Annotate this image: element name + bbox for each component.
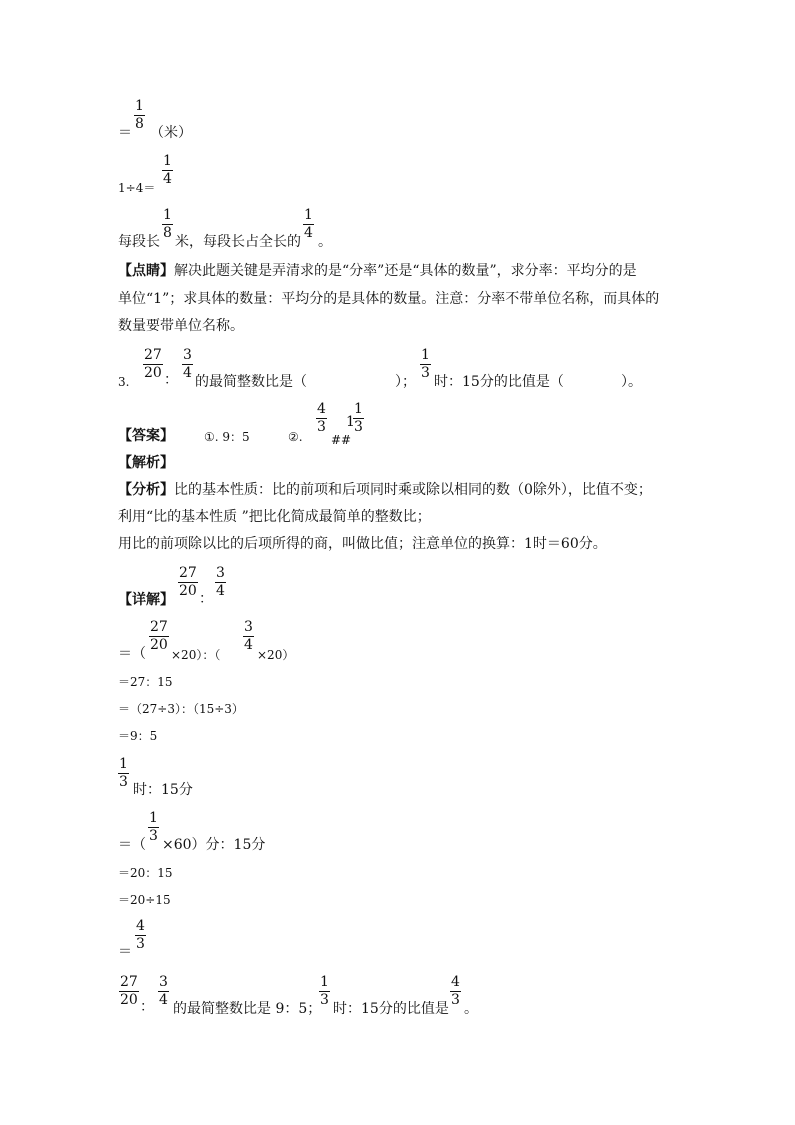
text-line: ＝（27÷3）：（15÷3）	[118, 702, 244, 716]
denominator: 4	[183, 365, 192, 381]
text-line: ＝9：5	[118, 729, 158, 743]
fraction	[182, 347, 193, 382]
denominator: 20	[150, 637, 168, 653]
text-line: 。	[318, 234, 332, 250]
denominator: 4	[159, 992, 168, 1008]
numerator: 1	[320, 974, 329, 990]
denominator: 20	[144, 365, 162, 381]
separator: ##	[331, 433, 352, 447]
fraction	[148, 810, 159, 845]
text-line: ）。	[621, 374, 642, 390]
fraction	[134, 98, 145, 133]
fraction	[158, 974, 169, 1009]
text-line: 的最简整数比是 9：5；	[173, 1001, 322, 1017]
denominator: 4	[244, 637, 253, 653]
numerator: 4	[136, 918, 145, 934]
fraction	[118, 756, 129, 791]
text-line: ：	[164, 372, 178, 388]
fraction	[135, 918, 146, 953]
text-line: 。	[464, 1001, 478, 1017]
text-line: 数量要带单位名称。	[118, 318, 244, 334]
numerator: 1	[119, 756, 128, 772]
text-line: ＝20：15	[118, 866, 173, 880]
fraction	[162, 153, 173, 188]
numerator: 4	[451, 974, 460, 990]
numerator: 3	[244, 619, 253, 635]
text-line: 单位“1”；求具体的数量：平均分的是具体的数量。注意：分率不带单位名称，而具体的	[118, 291, 660, 307]
text-line: （米）	[150, 125, 192, 141]
text-line: ×20）	[257, 648, 295, 662]
denominator: 3	[136, 936, 145, 952]
denominator: 20	[120, 992, 138, 1008]
fraction	[450, 974, 461, 1009]
text-line: ：	[199, 591, 213, 607]
text-line: 1÷4＝	[118, 181, 156, 195]
denominator: 8	[135, 116, 144, 132]
section-label: 【点睛】	[118, 263, 174, 279]
text-line: 时：15分	[133, 782, 193, 798]
denominator: 3	[354, 419, 363, 435]
denominator: 3	[149, 828, 158, 844]
text-line: ：	[140, 999, 154, 1015]
denominator: 3	[317, 419, 326, 435]
fraction	[319, 974, 330, 1009]
text-line: 的最简整数比是（	[195, 374, 307, 390]
numerator: 4	[317, 401, 326, 417]
text-line: 每段长	[118, 234, 160, 250]
numerator: 27	[120, 974, 138, 990]
numerator: 27	[144, 347, 162, 363]
fraction	[303, 207, 314, 242]
numerator: 3	[183, 347, 192, 363]
fraction	[420, 347, 431, 382]
text-line: ×60）分：15分	[162, 837, 266, 853]
numerator: 1	[149, 810, 158, 826]
text-line: 利用“比的基本性质 ”把比化简成最简单的整数比；	[118, 509, 431, 525]
text-line: ＝	[118, 944, 132, 960]
question-number: 3.	[118, 375, 130, 389]
denominator: 3	[451, 992, 460, 1008]
denominator: 3	[119, 774, 128, 790]
text-line: ＝27：15	[118, 675, 173, 689]
denominator: 8	[163, 225, 172, 241]
denominator: 4	[304, 225, 313, 241]
answer-2-label: ②.	[288, 430, 303, 444]
text-line: 解决此题关键是弄清求的是“分率”还是“具体的数量”，求分率：平均分的是	[174, 263, 637, 279]
answer-1: ①. 9：5	[204, 430, 250, 444]
text-line: ＝	[118, 125, 132, 141]
text-line: 用比的前项除以比的后项所得的商，叫做比值；注意单位的换算：1时＝60分。	[118, 536, 607, 552]
text-line: ）；	[395, 374, 416, 390]
text-line: ×20）：（	[171, 648, 221, 662]
numerator: 1	[163, 153, 172, 169]
fraction	[215, 565, 226, 600]
fraction	[143, 347, 163, 382]
numerator: 1	[163, 207, 172, 223]
numerator: 1	[304, 207, 313, 223]
denominator: 4	[216, 583, 225, 599]
text-line: 米，每段长占全长的	[175, 234, 301, 250]
numerator: 1	[135, 98, 144, 114]
denominator: 4	[163, 171, 172, 187]
fraction	[353, 401, 364, 436]
fraction	[149, 619, 169, 654]
numerator: 1	[354, 401, 363, 417]
numerator: 27	[150, 619, 168, 635]
fraction	[119, 974, 139, 1009]
section-label: 【解析】	[118, 455, 174, 471]
numerator: 3	[216, 565, 225, 581]
denominator: 20	[179, 583, 197, 599]
text-line: ＝（	[118, 837, 146, 853]
fraction	[162, 207, 173, 242]
numerator: 3	[159, 974, 168, 990]
section-label: 【答案】	[118, 428, 174, 444]
numerator: 27	[179, 565, 197, 581]
text-line: 时：15分的比值是（	[434, 374, 564, 390]
fraction	[316, 401, 327, 436]
numerator: 1	[421, 347, 430, 363]
denominator: 3	[320, 992, 329, 1008]
text-line: 时：15分的比值是	[333, 1001, 449, 1017]
text-line: ＝（	[118, 646, 146, 662]
fraction	[178, 565, 198, 600]
section-label: 【分析】	[118, 482, 174, 498]
mixed-whole: 1	[346, 414, 355, 430]
text-line: ＝20÷15	[118, 893, 171, 907]
text-line: 比的基本性质：比的前项和后项同时乘或除以相同的数（0除外），比值不变；	[174, 482, 652, 498]
denominator: 3	[421, 365, 430, 381]
fraction	[243, 619, 254, 654]
section-label: 【详解】	[118, 592, 174, 608]
